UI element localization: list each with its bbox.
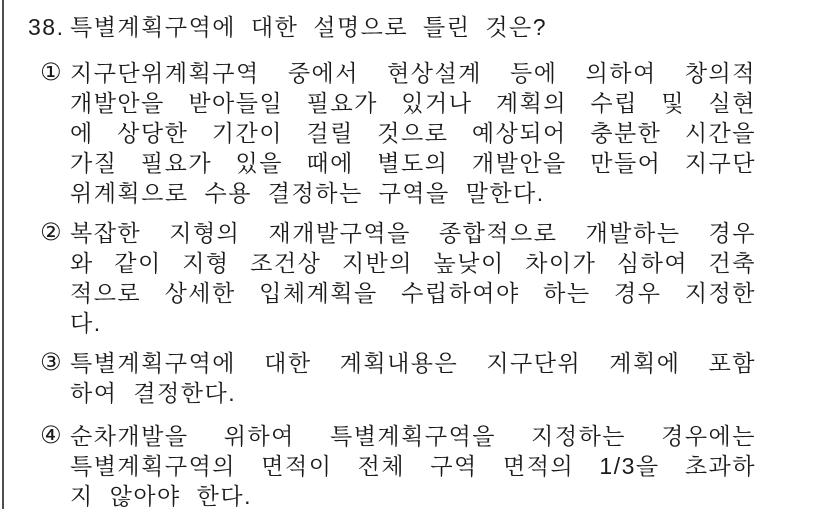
option-line: 지 않아야 한다. [70,483,252,509]
option-marker-3: ③ [40,349,64,376]
option-line: 와 같이 지형 조건상 지반의 높낮이 차이가 심하여 건축 [70,250,756,276]
option-text-3 [70,348,756,408]
option-line: 지구단위계획구역 중에서 현상설계 등에 의하여 창의적 [70,60,756,86]
option-text-1 [70,58,756,208]
question-number: 38. [28,14,65,40]
option-text-4 [70,421,756,511]
option-line: 개발안을 받아들일 필요가 있거나 계획의 수립 및 실현 [70,90,756,116]
option-marker-2: ② [40,219,64,246]
option-marker-4: ④ [40,422,64,449]
option-line: 위계획으로 수용 결정하는 구역을 말한다. [70,180,545,206]
option-line: 다. [70,310,102,336]
option-line: 순차개발을 위하여 특별계획구역을 지정하는 경우에는 [70,423,756,449]
option-text-2 [70,218,756,338]
option-line: 특별계획구역에 대한 계획내용은 지구단위 계획에 포함 [70,350,756,376]
option-line: 에 상당한 기간이 걸릴 것으로 예상되어 충분한 시간을 [70,120,756,146]
question-title-row [28,12,826,42]
option-item-4 [40,421,826,511]
option-marker-1: ① [40,59,64,86]
option-item-1 [40,58,826,208]
option-item-2 [40,218,826,338]
option-line: 가질 필요가 있을 때에 별도의 개발안을 만들어 지구단 [70,150,756,176]
option-line: 복잡한 지형의 재개발구역을 종합적으로 개발하는 경우 [70,220,756,246]
option-line: 특별계획구역의 면적이 전체 구역 면적의 1/3을 초과하 [70,453,756,479]
option-item-3 [40,348,826,408]
option-line: 적으로 상세한 입체계획을 수립하여야 하는 경우 지정한 [70,280,756,306]
option-line: 하여 결정한다. [70,380,237,406]
question-title: 특별계획구역에 대한 설명으로 틀린 것은? [70,14,548,40]
